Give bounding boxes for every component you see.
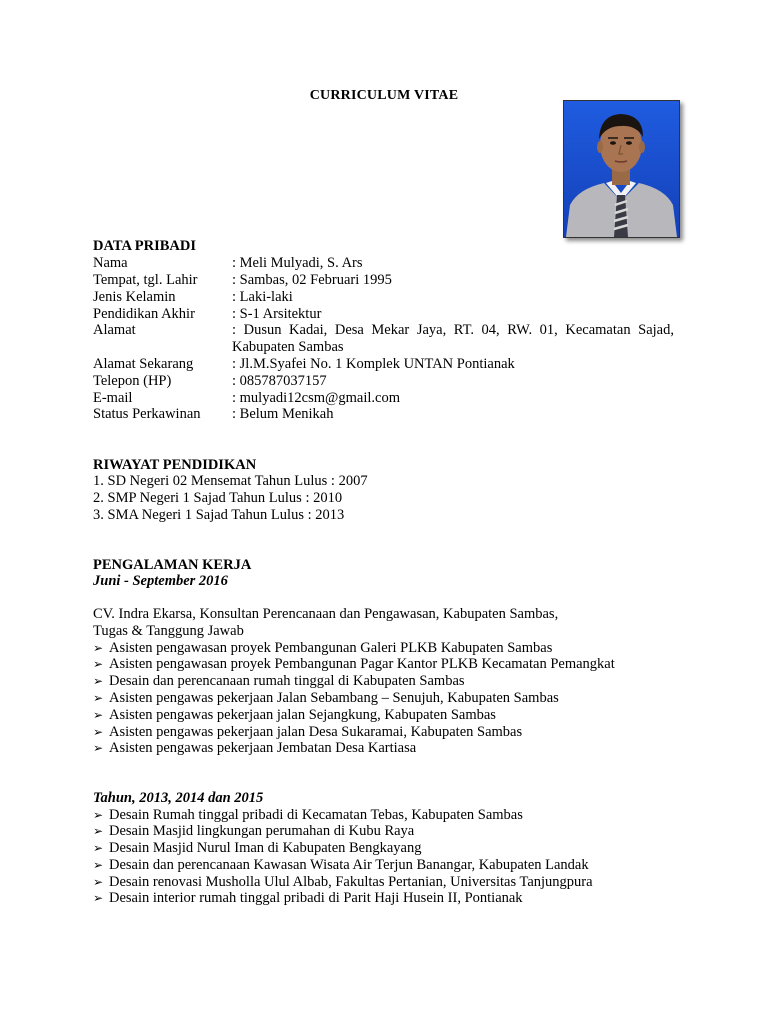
education-item: 3. SMA Negeri 1 Sajad Tahun Lulus : 2013 <box>93 507 345 523</box>
label-alamat: Alamat <box>93 322 136 338</box>
value-pendidikan-akhir: : S-1 Arsitektur <box>232 306 322 322</box>
label-alamat-sekarang: Alamat Sekarang <box>93 356 194 372</box>
label-status-perkawinan: Status Perkawinan <box>93 406 201 422</box>
page-title: CURRICULUM VITAE <box>309 88 459 103</box>
arrow-bullet-icon: ➢ <box>93 641 104 655</box>
section-heading-data-pribadi: DATA PRIBADI <box>93 238 196 254</box>
list-item: ➢ Asisten pengawasan proyek Pembangunan Pagar Kantor PLKB Kecamatan Pemangkat <box>93 656 615 672</box>
section-heading-riwayat-pendidikan: RIWAYAT PENDIDIKAN <box>93 457 257 473</box>
arrow-bullet-icon: ➢ <box>93 725 104 739</box>
arrow-bullet-icon: ➢ <box>93 824 104 838</box>
arrow-bullet-icon: ➢ <box>93 858 104 872</box>
list-item: ➢ Asisten pengawas pekerjaan jalan Desa Sukaramai, Kabupaten Sambas <box>93 724 523 740</box>
arrow-bullet-icon: ➢ <box>93 691 104 705</box>
tasks-label: Tugas & Tanggung Jawab <box>93 623 244 639</box>
arrow-bullet-icon: ➢ <box>93 841 104 855</box>
arrow-bullet-icon: ➢ <box>93 891 104 905</box>
list-item: ➢ Desain dan perencanaan rumah tinggal di Kabupaten Sambas <box>93 673 465 689</box>
label-tempat-lahir: Tempat, tgl. Lahir <box>93 272 198 288</box>
list-item: ➢ Desain interior rumah tinggal pribadi di Parit Haji Husein II, Pontianak <box>93 890 523 906</box>
list-item: ➢ Desain Masjid Nurul Iman di Kabupaten Bengkayang <box>93 840 422 856</box>
list-item: ➢ Asisten pengawas pekerjaan Jembatan Desa Kartiasa <box>93 740 417 756</box>
label-jenis-kelamin: Jenis Kelamin <box>93 289 176 305</box>
label-telepon: Telepon (HP) <box>93 373 172 389</box>
work-period: Juni - September 2016 <box>93 573 228 589</box>
value-alamat-sekarang: : Jl.M.Syafei No. 1 Komplek UNTAN Pontianak <box>232 356 515 372</box>
arrow-bullet-icon: ➢ <box>93 674 104 688</box>
value-alamat: : Dusun Kadai, Desa Mekar Jaya, RT. 04, RW. 01, Kecamatan Sajad, <box>232 322 674 338</box>
arrow-bullet-icon: ➢ <box>93 657 104 671</box>
arrow-bullet-icon: ➢ <box>93 741 104 755</box>
label-nama: Nama <box>93 255 128 271</box>
list-item: ➢ Desain Rumah tinggal pribadi di Kecamatan Tebas, Kabupaten Sambas <box>93 807 523 823</box>
value-tempat-lahir: : Sambas, 02 Februari 1995 <box>232 272 392 288</box>
value-nama: : Meli Mulyadi, S. Ars <box>232 255 363 271</box>
list-item: ➢ Asisten pengawas pekerjaan Jalan Sebambang – Senujuh, Kabupaten Sambas <box>93 690 559 706</box>
label-email: E-mail <box>93 390 133 406</box>
list-item: ➢ Desain renovasi Musholla Ulul Albab, Fakultas Pertanian, Universitas Tanjungpura <box>93 874 593 890</box>
company-line: CV. Indra Ekarsa, Konsultan Perencanaan dan Pengawasan, Kabupaten Sambas, <box>93 606 559 622</box>
list-item: ➢ Desain dan perencanaan Kawasan Wisata Air Terjun Banangar, Kabupaten Landak <box>93 857 589 873</box>
arrow-bullet-icon: ➢ <box>93 875 104 889</box>
section-heading-pengalaman-kerja: PENGALAMAN KERJA <box>93 557 252 573</box>
arrow-bullet-icon: ➢ <box>93 708 104 722</box>
list-item: ➢ Asisten pengawasan proyek Pembangunan Galeri PLKB Kabupaten Sambas <box>93 640 553 656</box>
value-email: : mulyadi12csm@gmail.com <box>232 390 400 406</box>
arrow-bullet-icon: ➢ <box>93 808 104 822</box>
value-status-perkawinan: : Belum Menikah <box>232 406 334 422</box>
label-pendidikan-akhir: Pendidikan Akhir <box>93 306 195 322</box>
education-item: 2. SMP Negeri 1 Sajad Tahun Lulus : 2010 <box>93 490 343 506</box>
profile-photo <box>563 100 680 238</box>
list-item: ➢ Asisten pengawas pekerjaan jalan Sejangkung, Kabupaten Sambas <box>93 707 496 723</box>
value-jenis-kelamin: : Laki-laki <box>232 289 293 305</box>
work-period: Tahun, 2013, 2014 dan 2015 <box>93 790 264 806</box>
value-alamat-cont: Kabupaten Sambas <box>232 339 344 355</box>
education-item: 1. SD Negeri 02 Mensemat Tahun Lulus : 2007 <box>93 473 368 489</box>
list-item: ➢ Desain Masjid lingkungan perumahan di Kubu Raya <box>93 823 415 839</box>
value-telepon: : 085787037157 <box>232 373 327 389</box>
